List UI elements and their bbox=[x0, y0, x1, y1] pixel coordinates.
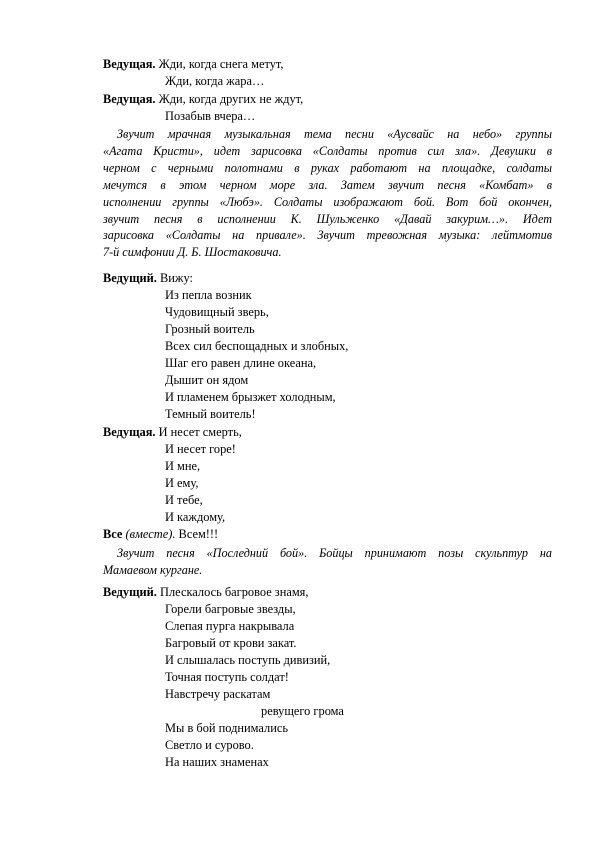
verse-line: Грозный воитель bbox=[165, 322, 255, 336]
verse-line bbox=[103, 91, 303, 108]
stage-direction-line: звучит песня в исполнении К. Шульженко «Давай закурим…». Идет bbox=[103, 211, 552, 226]
verse-line: ревущего грома bbox=[261, 704, 344, 718]
verse-line: Точная поступь солдат! bbox=[165, 670, 289, 684]
verse-line: Чудовищный зверь, bbox=[165, 305, 269, 319]
speaker-label: Ведущий. bbox=[103, 271, 157, 285]
stage-direction bbox=[103, 126, 552, 261]
stage-direction-line: Звучит мрачная музыкальная тема песни «Аусвайс на небо» группы bbox=[117, 127, 552, 141]
stage-direction-line: черном с черными полотнами в руках работают на площадке, солдаты bbox=[103, 160, 552, 175]
speaker-label: Ведущая. bbox=[103, 425, 156, 439]
verse-line: И несет горе! bbox=[165, 442, 236, 456]
stage-aside: (вместе). bbox=[122, 527, 176, 541]
verse-text: Жди, когда других не ждут, bbox=[155, 92, 304, 106]
verse-line bbox=[103, 526, 218, 543]
verse-line bbox=[103, 584, 308, 601]
verse-line: Из пепла возник bbox=[165, 288, 252, 302]
verse-text: Жди, когда снега метут, bbox=[155, 57, 284, 71]
stage-direction-line: «Агата Кристи», идет зарисовка «Солдаты против сил зла». Девушки в bbox=[103, 143, 552, 158]
verse-line: Багровый от крови закат. bbox=[165, 636, 297, 650]
stage-direction-line: мечутся в этом черном море зла. Затем звучит песня «Комбат» в bbox=[103, 177, 552, 192]
verse-line bbox=[103, 270, 193, 287]
verse-text: Вижу: bbox=[156, 271, 193, 285]
verse-line: Навстречу раскатам bbox=[165, 687, 271, 701]
verse-line: Жди, когда жара… bbox=[165, 74, 265, 88]
verse-line: И тебе, bbox=[165, 493, 203, 507]
verse-line: И каждому, bbox=[165, 510, 226, 524]
verse-line: Шаг его равен длине океана, bbox=[165, 356, 317, 370]
speaker-label: Ведущий. bbox=[103, 585, 157, 599]
verse-line: Светло и сурово. bbox=[165, 738, 254, 752]
stage-direction bbox=[103, 545, 552, 579]
verse-line: И слышалась поступь дивизий, bbox=[165, 653, 331, 667]
verse-line: Позабыв вчера… bbox=[165, 109, 256, 123]
verse-line bbox=[103, 56, 284, 73]
stage-direction-line: Мамаевом кургане. bbox=[103, 562, 203, 577]
verse-line: Мы в бой поднимались bbox=[165, 721, 288, 735]
verse-line: Всех сил беспощадных и злобных, bbox=[165, 339, 349, 353]
verse-line: И ему, bbox=[165, 476, 199, 490]
speaker-label: Все bbox=[103, 527, 123, 541]
verse-line: Слепая пурга накрывала bbox=[165, 619, 295, 633]
stage-direction-line: зарисовка «Солдаты на привале». Звучит тревожная музыка: лейтмотив bbox=[103, 228, 552, 243]
verse-line: Темный воитель! bbox=[165, 407, 256, 421]
speaker-label: Ведущая. bbox=[103, 57, 156, 71]
verse-text: Плескалось багровое знамя, bbox=[156, 585, 309, 599]
verse-line bbox=[103, 424, 242, 441]
verse-line: Горели багровые звезды, bbox=[165, 602, 296, 616]
verse-line: На наших знаменах bbox=[165, 755, 269, 769]
stage-direction-line: 7-й симфонии Д. Б. Шостаковича. bbox=[103, 245, 282, 260]
verse-text: И несет смерть, bbox=[155, 425, 242, 439]
verse-line: Дышит он ядом bbox=[165, 373, 249, 387]
stage-direction-line: исполнении группы «Любэ». Солдаты изображают бой. Вот бой окончен, bbox=[103, 194, 552, 209]
verse-text: Всем!!! bbox=[175, 527, 219, 541]
stage-direction-line: Звучит песня «Последний бой». Бойцы принимают позы скульптур на bbox=[117, 546, 552, 560]
verse-line: И мне, bbox=[165, 459, 201, 473]
verse-line: И пламенем брызжет холодным, bbox=[165, 390, 336, 404]
speaker-label: Ведущая. bbox=[103, 92, 156, 106]
